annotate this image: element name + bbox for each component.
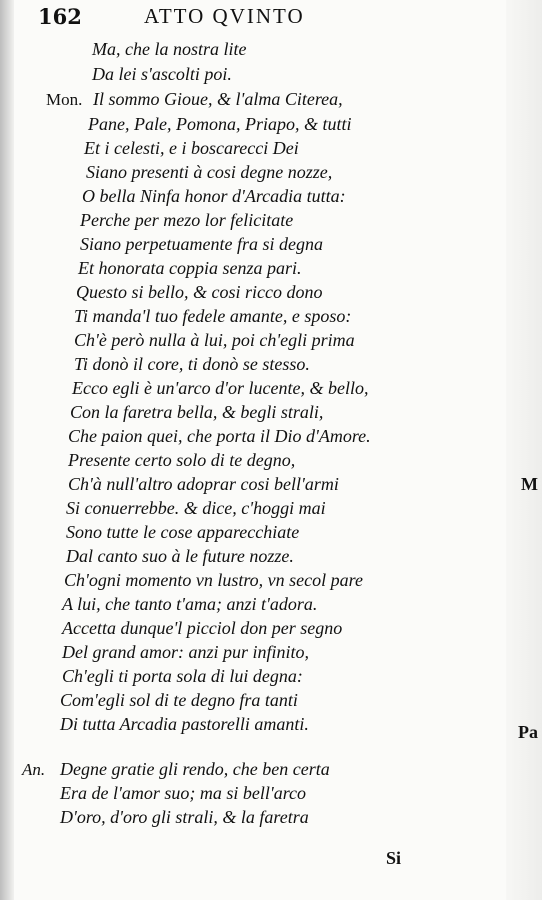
verse-line: Ch'à null'altro adoprar cosi bell'armi bbox=[68, 474, 339, 494]
verse-line: Presente certo solo di te degno, bbox=[68, 450, 296, 470]
verse-line: Pane, Pale, Pomona, Priapo, & tutti bbox=[88, 114, 352, 134]
verse-line: Perche per mezo lor felicitate bbox=[80, 210, 294, 230]
verse-line: Che paion quei, che porta il Dio d'Amore. bbox=[68, 426, 371, 446]
verse-line: Il sommo Gioue, & l'alma Citerea, bbox=[93, 89, 343, 109]
verse-line: Del grand amor: anzi pur infinito, bbox=[62, 642, 310, 662]
verse-line: Ch'egli ti porta sola di lui degna: bbox=[62, 666, 303, 686]
verse-line: Era de l'amor suo; ma si bell'arco bbox=[60, 783, 307, 803]
verse-line: Con la faretra bella, & begli strali, bbox=[70, 402, 324, 422]
verse-line: Ch'ogni momento vn lustro, vn secol pare bbox=[64, 570, 363, 590]
verse-line: D'oro, d'oro gli strali, & la faretra bbox=[60, 807, 309, 827]
verse-line: Ma, che la nostra lite bbox=[92, 39, 247, 59]
verse-line: Sono tutte le cose apparecchiate bbox=[66, 522, 300, 542]
verse-line: Da lei s'ascolti poi. bbox=[92, 64, 232, 84]
verse-line: Accetta dunque'l picciol don per segno bbox=[62, 618, 343, 638]
facing-page-edge bbox=[506, 0, 542, 900]
verse-line: Ti manda'l tuo fedele amante, e sposo: bbox=[74, 306, 352, 326]
verse-line: Et i celesti, e i boscarecci Dei bbox=[84, 138, 299, 158]
speaker-label-mon: Mon. bbox=[46, 90, 83, 109]
verse-line: Siano perpetuamente fra si degna bbox=[80, 234, 323, 254]
running-header bbox=[38, 4, 458, 34]
verse-line: Ti donò il core, ti donò se stesso. bbox=[74, 354, 310, 374]
facing-page-fragment: Pa bbox=[518, 722, 538, 742]
verse-line: Dal canto suo à le future nozze. bbox=[66, 546, 294, 566]
running-title: ATTO QVINTO bbox=[144, 4, 305, 28]
page-number: 162 bbox=[38, 4, 82, 29]
verse-line: Com'egli sol di te degno fra tanti bbox=[60, 690, 298, 710]
verse-line: Siano presenti à cosi degne nozze, bbox=[86, 162, 333, 182]
verse-line: Di tutta Arcadia pastorelli amanti. bbox=[60, 714, 309, 734]
verse-line: Et honorata coppia senza pari. bbox=[78, 258, 302, 278]
facing-page-fragment: M bbox=[521, 474, 538, 494]
verse-line: Si conuerrebbe. & dice, c'hoggi mai bbox=[66, 498, 326, 518]
speaker-label-an: An. bbox=[22, 760, 46, 779]
verse-line: Ecco egli è un'arco d'or lucente, & bello, bbox=[72, 378, 369, 398]
verse-line: Degne gratie gli rendo, che ben certa bbox=[60, 759, 330, 779]
verse-line: O bella Ninfa honor d'Arcadia tutta: bbox=[82, 186, 346, 206]
verse-line: A lui, che tanto t'ama; anzi t'adora. bbox=[62, 594, 318, 614]
verse-line: Ch'è però nulla à lui, poi ch'egli prima bbox=[74, 330, 355, 350]
verse-line: Questo si bello, & cosi ricco dono bbox=[76, 282, 323, 302]
catchword: Si bbox=[386, 848, 402, 868]
binding-shadow bbox=[0, 0, 14, 900]
